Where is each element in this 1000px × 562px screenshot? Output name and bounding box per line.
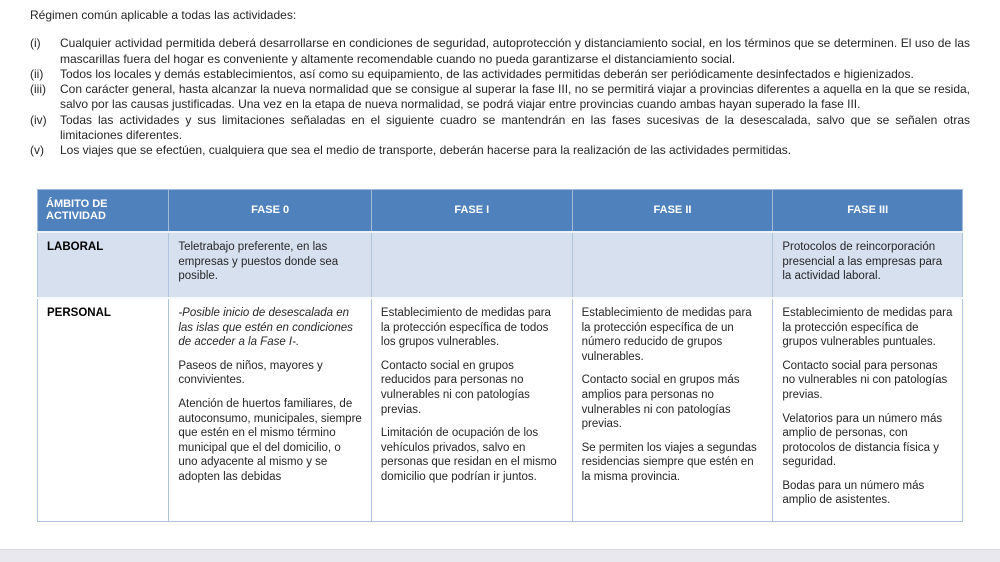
cell-paragraph: Establecimiento de medidas para la protección específica de grupos vulnerables puntuales. bbox=[782, 306, 953, 349]
cell-personal-fase3 bbox=[773, 298, 963, 522]
list-marker: (v) bbox=[30, 143, 44, 158]
list-marker: (iii) bbox=[30, 82, 46, 97]
intro-list bbox=[30, 36, 970, 158]
list-item-text: Los viajes que se efectúen, cualquiera que sea el medio de transporte, deberán hacerse para la realización de las actividades permitidas. bbox=[60, 143, 792, 158]
cell-laboral-fase1 bbox=[371, 232, 572, 298]
cell-paragraph: Atención de huertos familiares, de autoconsumo, municipales, siempre que estén en el mismo término municipal que el del domicilio, o uno adyacente al mismo y se adopten las debidas bbox=[178, 397, 362, 483]
list-item-text: Todos los locales y demás establecimientos, así como su equipamiento, de las actividades permitidas deberán ser periódicamente desinfectados e higienizados. bbox=[60, 66, 914, 81]
intro-section bbox=[0, 0, 1000, 159]
list-marker: (ii) bbox=[30, 66, 44, 81]
intro-title: Régimen común aplicable a todas las actividades: bbox=[30, 8, 297, 22]
cell-paragraph: Velatorios para un número más amplio de personas, con protocolos de distancia física y seguridad. bbox=[782, 412, 943, 469]
cell-paragraph-italic: -Posible inicio de desescalada en las islas que estén en condiciones de acceder a la Fase I-. bbox=[178, 306, 353, 349]
cell-paragraph: Protocolos de reincorporación presencial a las empresas para la actividad laboral. bbox=[782, 241, 943, 283]
cell-paragraph: Contacto social en grupos más amplios para personas no vulnerables ni con patologías previas. bbox=[581, 374, 740, 431]
cell-paragraph: Bodas para un número más amplio de asistentes. bbox=[782, 479, 925, 507]
list-marker: (iv) bbox=[30, 112, 47, 127]
table-row-laboral bbox=[38, 232, 963, 298]
cell-personal-fase2 bbox=[572, 298, 773, 522]
row-label-personal: PERSONAL bbox=[38, 298, 169, 522]
cell-paragraph: Se permiten los viajes a segundas residencias siempre que estén en la misma provincia. bbox=[581, 441, 757, 483]
page-bottom-edge bbox=[0, 549, 1000, 562]
cell-laboral-fase0 bbox=[169, 232, 372, 298]
cell-paragraph: Establecimiento de medidas para la protección específica de un número reducido de grupos vulnerables. bbox=[581, 306, 752, 363]
list-item bbox=[30, 67, 970, 82]
cell-paragraph: Teletrabajo preferente, en las empresas y puestos donde sea posible. bbox=[178, 241, 339, 283]
cell-paragraph: Establecimiento de medidas para la protección específica de todos los grupos vulnerables. bbox=[380, 306, 551, 349]
list-item-text: Cualquier actividad permitida deberá desarrollarse en condiciones de seguridad, autoprotección y distanciamiento social, en los términos que se determinen. El uso de las mascarillas fuera del hogar es conveniente y altamente recomendable cuando no pueda garantizarse el distanciamiento social. bbox=[60, 36, 970, 66]
cell-paragraph: Contacto social para personas no vulnerables ni con patologías previas. bbox=[782, 359, 948, 401]
list-item bbox=[30, 82, 970, 113]
phases-table bbox=[37, 189, 963, 522]
cell-personal-fase0 bbox=[169, 298, 372, 522]
list-item bbox=[30, 143, 970, 158]
cell-paragraph: Limitación de ocupación de los vehículos privados, salvo en personas que residan en el mismo domicilio que podrían ir juntos. bbox=[380, 427, 557, 483]
cell-laboral-fase2 bbox=[572, 232, 773, 298]
header-fase-1: FASE I bbox=[371, 189, 572, 232]
list-item-text: Con carácter general, hasta alcanzar la nueva normalidad que se consigue al superar la fase III, no se permitirá viajar a provincias diferentes a aquella en la que se resida, salvo por las causas justificadas. Una vez en la etapa de nueva normalidad, se podrá viajar entre provincias cuando ambas hayan superado la fase III. bbox=[60, 82, 970, 112]
table-header-row bbox=[38, 189, 963, 232]
cell-paragraph: Paseos de niños, mayores y convivientes. bbox=[178, 359, 323, 387]
cell-laboral-fase3 bbox=[773, 232, 963, 298]
header-fase-3: FASE III bbox=[773, 189, 963, 232]
cell-personal-fase1 bbox=[371, 298, 572, 522]
header-fase-0: FASE 0 bbox=[169, 189, 372, 232]
list-marker: (i) bbox=[30, 36, 41, 51]
header-fase-2: FASE II bbox=[572, 189, 773, 232]
list-item bbox=[30, 113, 970, 144]
row-label-laboral: LABORAL bbox=[38, 232, 169, 298]
list-item bbox=[30, 36, 970, 67]
header-ambito: ÁMBITO DE ACTIVIDAD bbox=[38, 189, 169, 232]
cell-paragraph: Contacto social en grupos reducidos para personas no vulnerables ni con patologías previas. bbox=[380, 359, 530, 416]
list-item-text: Todas las actividades y sus limitaciones señaladas en el siguiente cuadro se mantendrán en las fases sucesivas de la desescalada, salvo que se señalen otras limitaciones diferentes. bbox=[60, 112, 970, 143]
table-row-personal bbox=[38, 298, 963, 522]
